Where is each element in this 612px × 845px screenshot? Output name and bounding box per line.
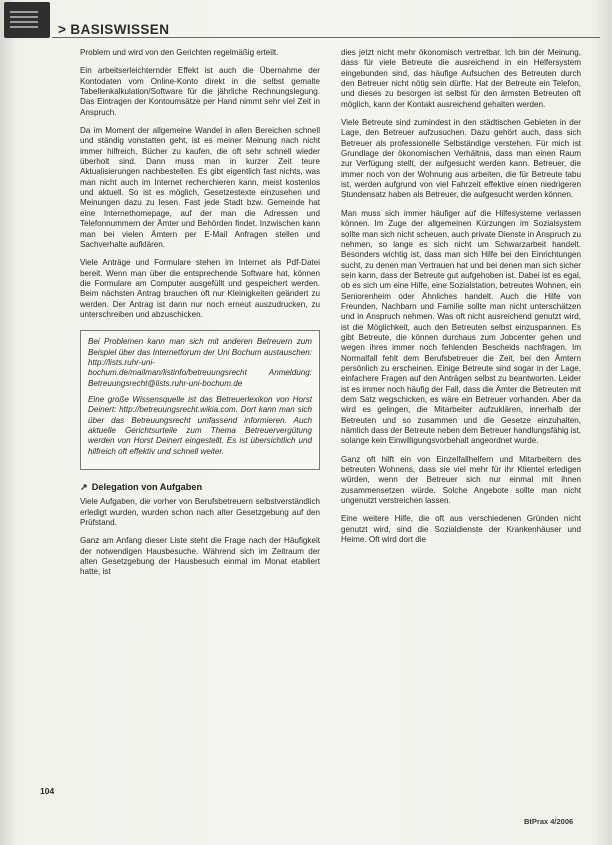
footer-source: BtPrax 4/2006 [524,817,574,826]
info-box-paragraph: Bei Problemen kann man sich mit anderen Betreuern zum Beispiel über das Internetforum der Uni Bochum austauschen: http://lists.ruhr-uni-bochum.de/mailman/listinfo/betreuungsrecht Anmeldung: Betreuungsrecht@lists.ruhr-uni-bochum.de [88,337,312,388]
subheading-text: Delegation von Aufgaben [91,482,203,493]
paragraph: Eine weitere Hilfe, die oft aus verschiedenen Gründen nicht genutzt wird, sind die Sozialdienste der Krankenhäuser und Heime. Oft wird dort die [341,514,581,545]
left-column [80,48,320,586]
page-number: 104 [40,786,55,796]
subheading [80,482,320,492]
paragraph: Viele Betreute sind zumindest in den städtischen Gebieten in der Lage, den Betreuer aufzusuchen. Dazu gehört auch, dass sich Betreuer als professionelle Selbständige verstehen. Für mich ist Grundlage der ökonomischen Verhältnis, dass man einen Raum zur Verfügung stellt, der aufgesucht werden kann. Betreuer, die immer noch von der Wohnung aus arbeiten, die für Betreute tabu ist, werden aufgrund von viel Fahrzeit effektive einen niedrigeren Stundensatz haben als Betreuer, die aufgesucht werden können. [341,118,581,200]
info-box-paragraph: Eine große Wissensquelle ist das Betreuerlexikon von Horst Deinert: http://betreuungsrecht.wikia.com. Dort kann man sich über das Betreuungsrecht umfassend informieren. Auch aktuelle Gerichtsurteile zum Thema Betreuervergütung werden von Horst Deinert eingestellt. Es ist übersichtlich und hilfreich oft effektiv und schnell weiter. [88,394,312,456]
paragraph: Problem und wird von den Gerichten regelmäßig erteilt. [80,48,279,57]
paragraph: Man muss sich immer häufiger auf die Hilfesysteme verlassen können. Im Zuge der allgemeinen Kürzungen im Sozialsystem sollte man sich nicht scheuen, auch private Dienste in Anspruch zu nehmen, so lange es sich nicht um Schwarzarbeit handelt. Besonders wichtig ist, dass man sich Hilfe bei den Einrichtungen sucht, zu denen man Vertrauen hat und bei denen man sich sicher sein kann, dass der Betreute gut aufgehoben ist. Dabei ist es egal, ob es sich um eine Hilfe, eine Sozialstation, betreutes Wohnen, ein Seniorenheim oder Ähnliches handelt. Auch die Hilfe von Freunden, Nachbarn und Familie sollte man nicht unterschätzen und in Anspruch nehmen. Was oft nicht ausreichend genutzt wird, ist die Möglichkeit, auch den Betreuten selbst einzuspannen. Es gibt Betreute, die können durchaus zum Jobcenter gehen und wegen ihres immer noch fehlenden Bescheids nachfragen. Im Normalfall fehlt dem Berufsbetreuer die Zeit, bei den Ämtern persönlich zu erscheinen. Einige Betreute sind sogar in der Lage, einfachere Fragen auf den Anträgen selbst zu beantworten. Leider ist es immer noch häufig der Fall, dass die Ämter die Betreuten mit dem Satz wegschicken, es wäre ein Betreuer vorhanden. Aber da wird es gelingen, die Mitarbeiter aufzuklären, innerhalb der Betreuten und so zusammen und die Gesetze einzuhalten, nämlich dass der Betreute neben dem Betreuer handlungsfähig ist, solange kein Einwilligungsvorbehalt angeordnet wurde. [341,208,581,446]
section-title: > BASISWISSEN [58,22,170,37]
info-box [80,330,320,470]
paragraph: Da im Moment der allgemeine Wandel in allen Bereichen schnell und ständig vonstatten geht, ist es meiner Meinung nach nicht immer hilfreich, Bücher zu kaufen, die oft sehr schnell wieder überholt sind. Dann muss man in kurzer Zeit teure Aktualisierungen nachbestellen. Es gibt eigentlich fast nichts, was man nicht auch im Internet recherchieren kann, meist kostenlos und aktuell. So ist es möglich, Gesetzestexte einzusehen und Meinungen dazu zu lesen. Fast jede Stadt bzw. Gemeinde hat eine Internethomepage, auf der man die Adressen und Telefonnummern der Ämter und Behörden findet. Inzwischen kann man bei vielen Ämtern per E-Mail Anfragen stellen und Sachverhalte aufklären. [80,126,320,249]
paragraph: Ein arbeitserleichternder Effekt ist auch die Übernahme der Kontodaten vom Online-Konto direkt in die selbst gemalte Tabellenkalkulation/Software für die jährliche Rechnungslegung. Das Eintragen der Kontoumsätze per Hand nimmt sehr viel Zeit in Anspruch. [80,66,320,117]
magazine-logo-icon [4,2,50,38]
paragraph: Viele Anträge und Formulare stehen im Internet als Pdf-Datei bereit. Wenn man über die entsprechende Software hat, können die Formulare am Computer ausgefüllt und gespeichert werden. Beim nächsten Antrag brauchen oft nur Kleinigkeiten geändert zu werden. Der Antrag ist dann nur noch erneut auszudrucken, zu unterschreiben und abzuschicken. [80,258,320,319]
paragraph: Viele Aufgaben, die vorher von Berufsbetreuern selbstverständlich erledigt wurden, wurden schon nach alter Gesetzgebung auf den Prüfstand. [80,497,320,528]
paragraph: dies jetzt nicht mehr ökonomisch vertretbar. Ich bin der Meinung, dass für viele Betreute die ausreichend in ein Helfersystem eingebunden sind, das häufige Aufsuchen des Betreuten durch den Betreuer nicht nötig sein dürfte. Hat der Betreute ein Telefon, und dieses zu besorgen ist selbst für den ärmsten Betreuten oft möglich, kann der Kontakt ausreichend gehalten werden. [341,48,581,109]
arrow-icon: ↗ [80,482,88,493]
paragraph: Ganz am Anfang dieser Liste steht die Frage nach der Häufigkeit der notwendigen Hausbesuche. Während sich im Zeitraum der alten Gesetzgebung der Hausbesuch einmal im Monat etabliert hatte, ist [80,536,320,577]
paragraph: Ganz oft hilft ein von Einzelfallhelfern und Mitarbeitern des betreuten Wohnens, dass sie viel mehr für ihr Klientel erledigen würden, wenn der Betreuer sich nur einmal mit ihnen zusammensetzen würde. Solche Angebote sollte man nicht ungenutzt verstreichen lassen. [341,454,581,506]
header-divider [52,37,600,38]
right-column [341,48,581,553]
